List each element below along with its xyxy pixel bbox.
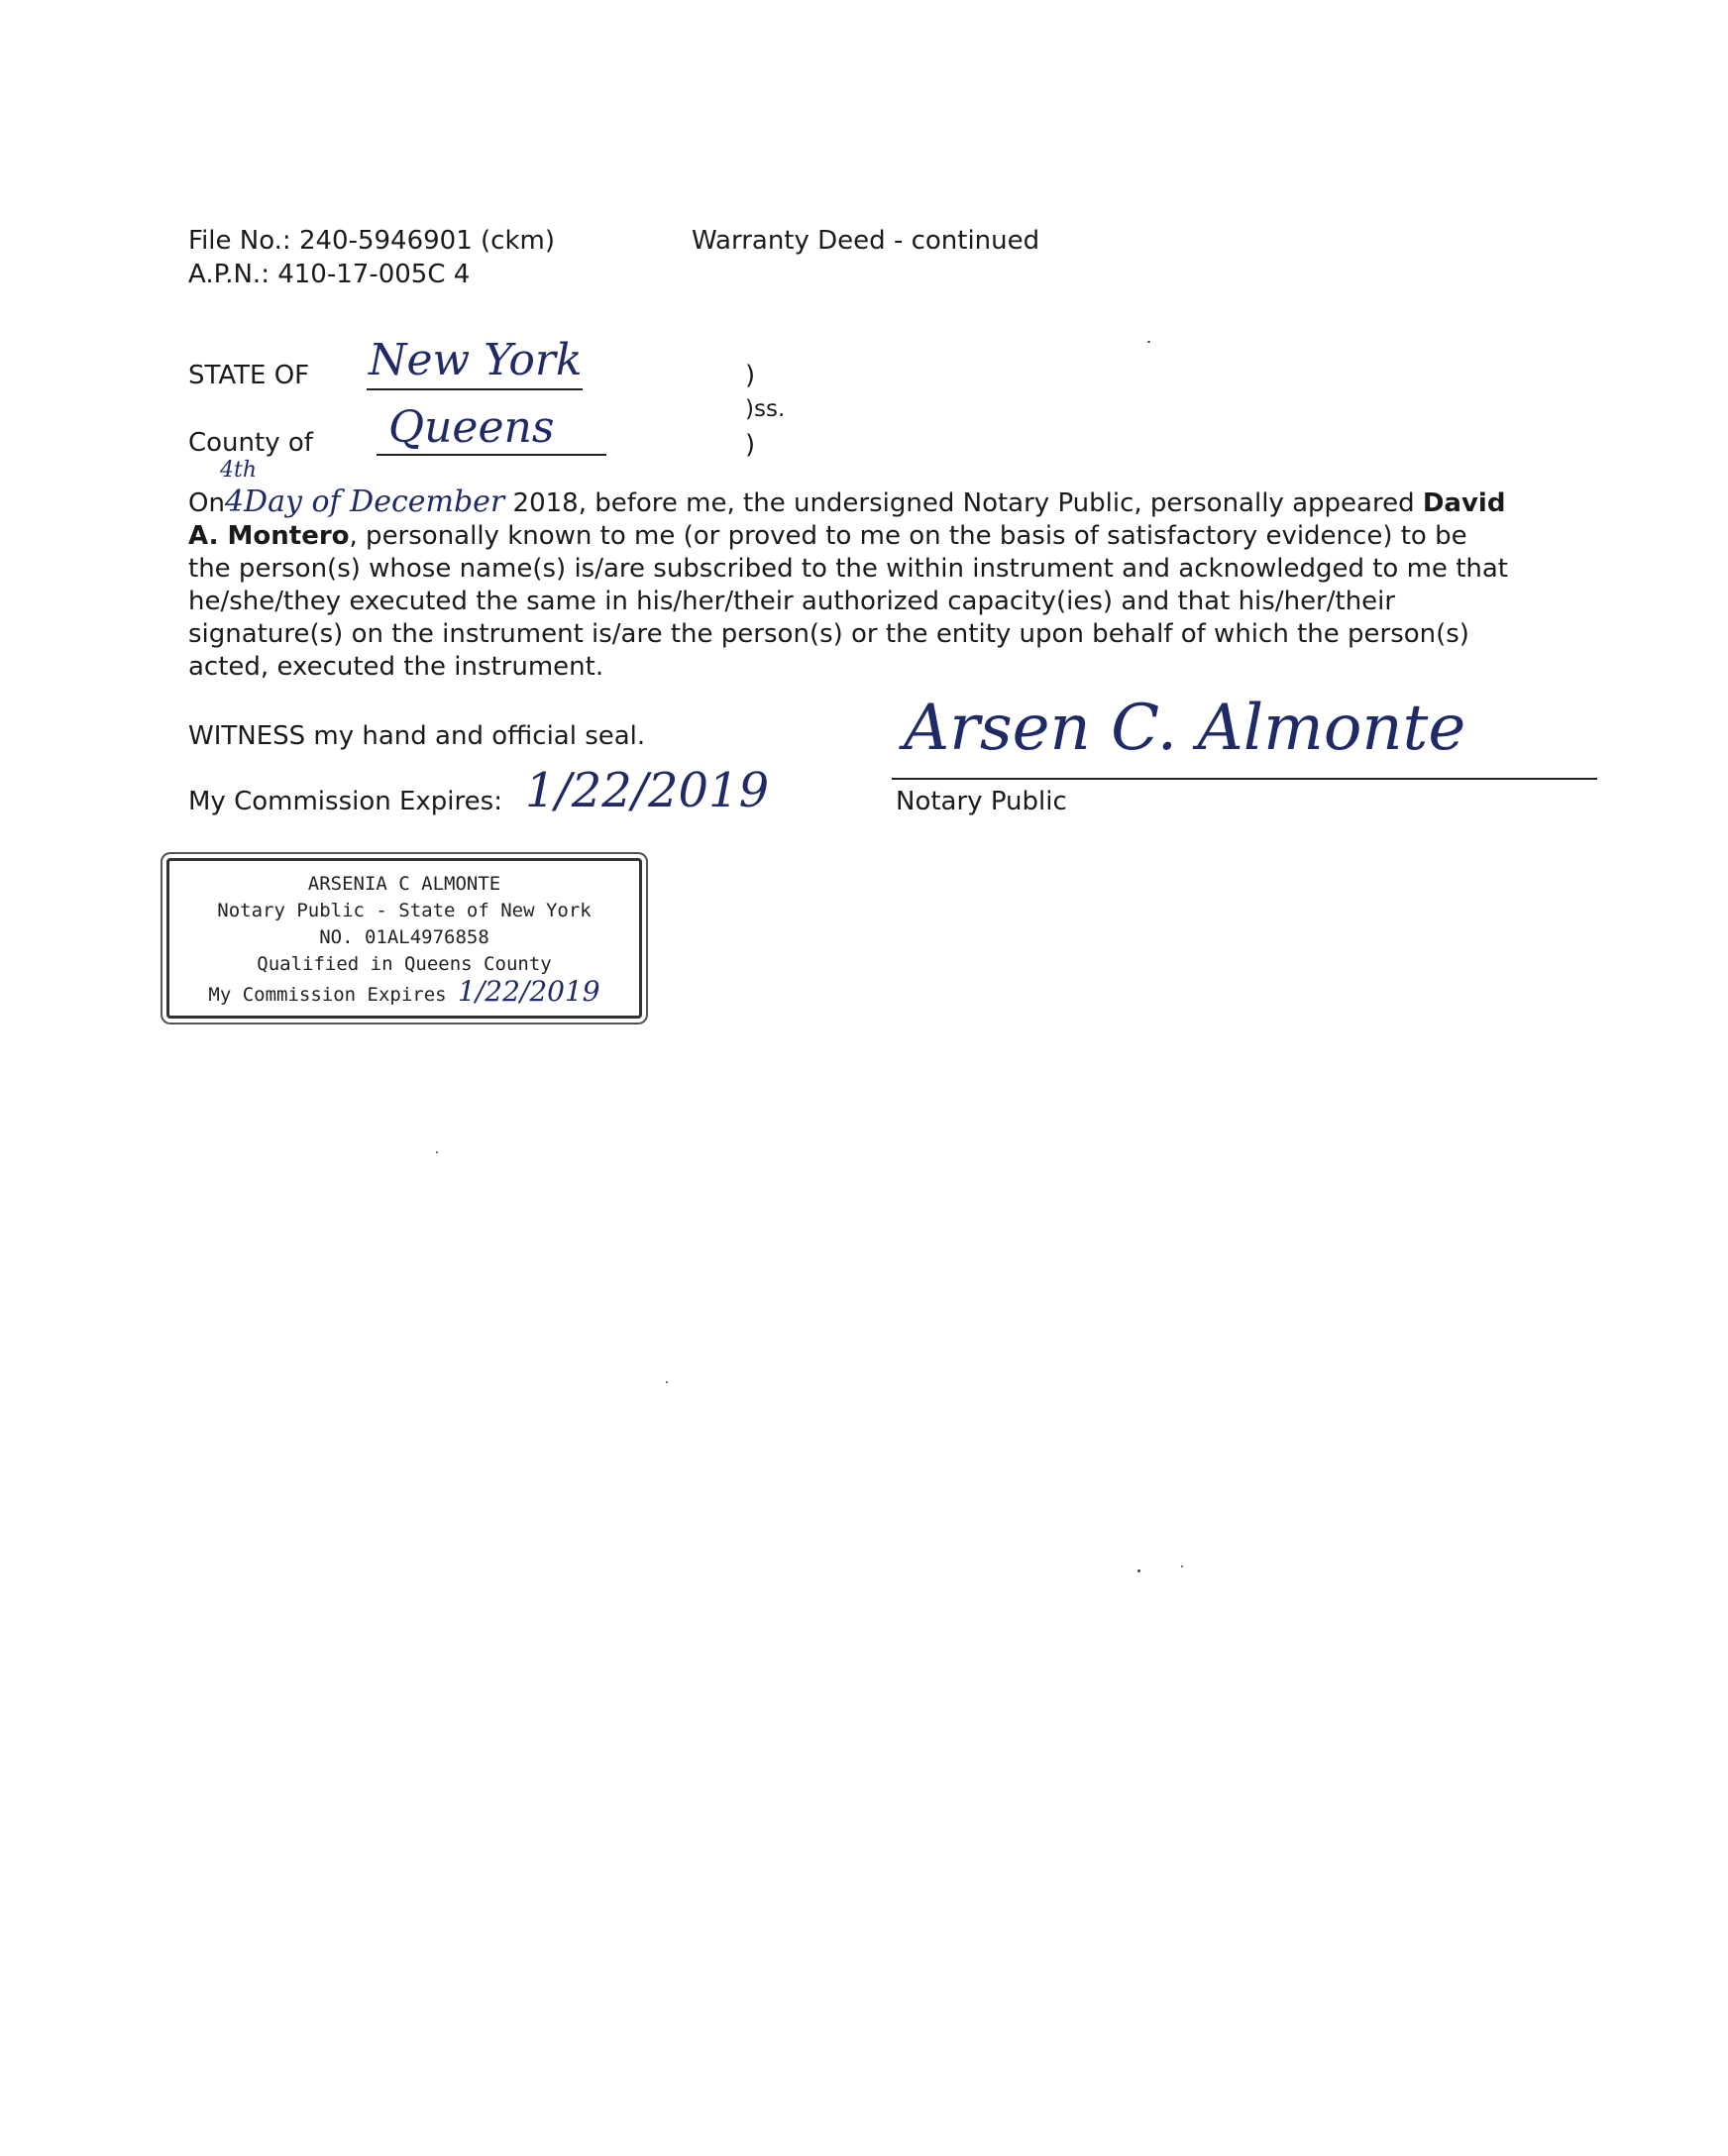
county-label: County of: [188, 428, 313, 458]
notary-signature: Arsen C. Almonte: [904, 692, 1466, 765]
stamp-title: Notary Public - State of New York: [217, 900, 592, 921]
stamp-number: NO. 01AL4976858: [319, 926, 489, 948]
ss-mark: )ss.: [745, 396, 786, 422]
document-title: Warranty Deed - continued: [692, 226, 1040, 256]
ack-on: On: [188, 488, 225, 518]
witness-statement: WITNESS my hand and official seal.: [188, 721, 646, 751]
scan-speck: [1137, 1569, 1140, 1572]
stamp-commission: My Commission Expires 1/22/2019: [208, 975, 600, 1008]
appearing-party-name: David A. Montero: [188, 488, 1506, 551]
handwritten-acknowledgment-date: 4Day of December: [224, 485, 505, 519]
notary-public-label: Notary Public: [896, 787, 1067, 816]
acknowledgment-paragraph: [188, 485, 1516, 684]
scan-speck: [436, 1151, 438, 1153]
signature-line: [892, 778, 1597, 780]
file-number: File No.: 240-5946901 (ckm): [188, 226, 555, 256]
county-underline: [377, 454, 606, 456]
paren-close: ): [745, 430, 756, 460]
handwritten-day-annotation: 4th: [220, 458, 258, 483]
commission-expires-handwritten: 1/22/2019: [525, 763, 770, 818]
scan-speck: [666, 1381, 668, 1383]
stamp-qualified: Qualified in Queens County: [257, 953, 552, 975]
stamp-name: ARSENIA C ALMONTE: [307, 873, 501, 895]
scan-speck: [1147, 341, 1150, 343]
apn-number: A.P.N.: 410-17-005C 4: [188, 260, 471, 289]
stamp-handwritten-date: 1/22/2019: [458, 975, 600, 1008]
county-handwritten: Queens: [388, 402, 555, 453]
scan-speck: [1181, 1565, 1183, 1567]
state-underline: [367, 388, 583, 390]
state-label: STATE OF: [188, 361, 310, 390]
ack-text-before-name: 2018, before me, the undersigned Notary Public, personally appeared: [504, 488, 1423, 518]
state-handwritten: New York: [369, 335, 583, 385]
commission-expires-label: My Commission Expires:: [188, 787, 502, 816]
ack-text-after-name: , personally known to me (or proved to me on the basis of satisfactory evidence) to be the person(s) whose name(s) is/are subscribed to the within instrument and acknowledged to me that he/she/they executed the same in his/her/their authorized capacity(ies) and that his/her/their signature(s) on the instrument is/are the person(s) or the entity upon behalf of which the person(s) acted, executed the instrument.: [188, 521, 1508, 682]
notary-stamp: [166, 858, 642, 1019]
paren-open: ): [745, 361, 756, 390]
